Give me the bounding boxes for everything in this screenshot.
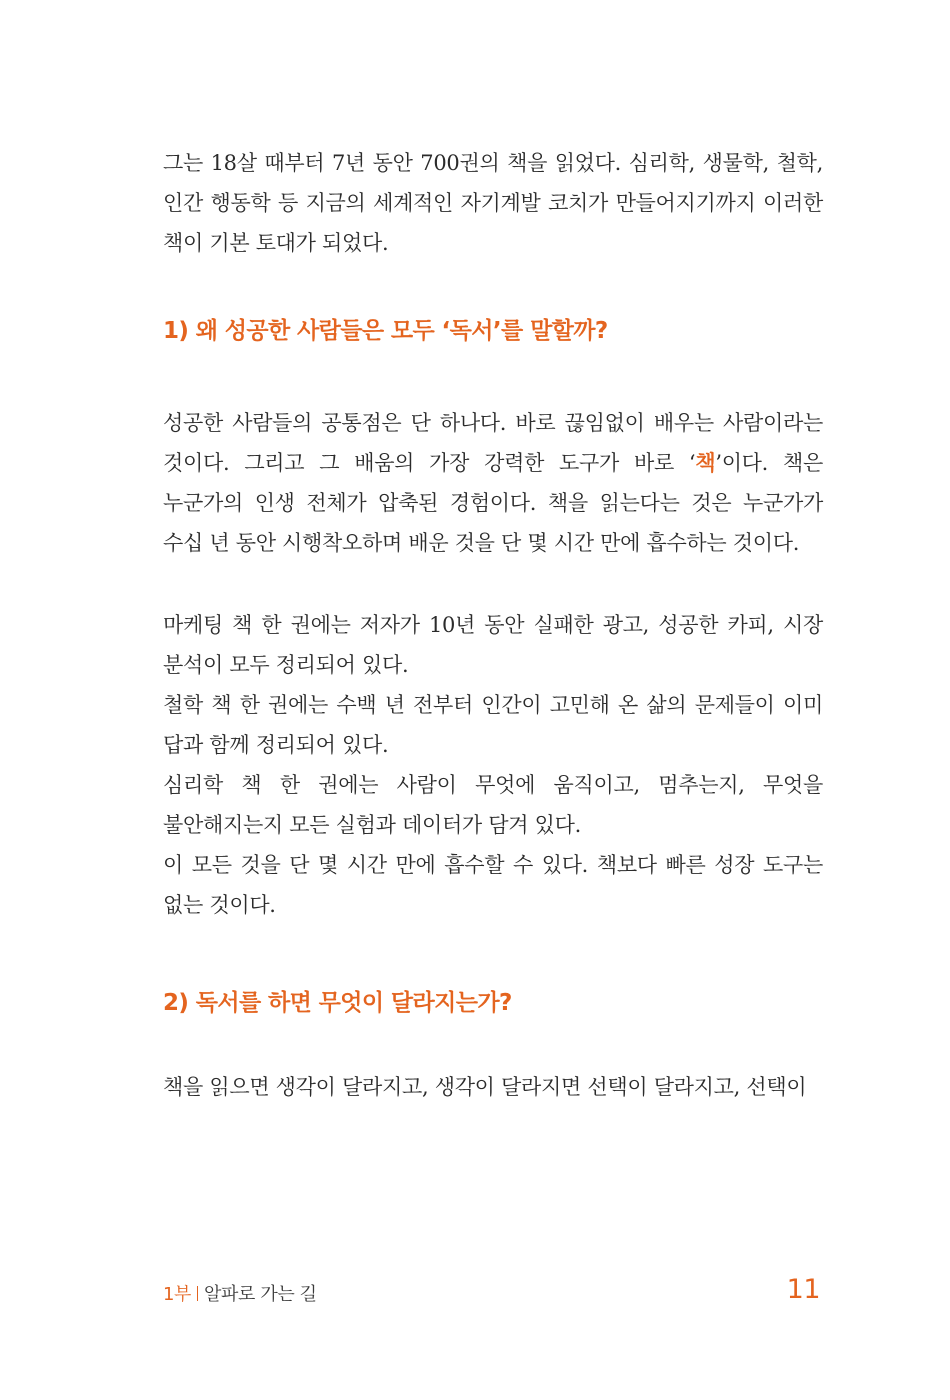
section-1-heading: 1) 왜 성공한 사람들은 모두 ‘독서’를 말할까? [163, 318, 608, 344]
paragraph-text: 성공한 사람들의 공통점은 단 하나다. 바로 끊임없이 배우는 사람이라는 것이다. 그리고 그 배움의 가장 강력한 도구가 바로 ‘ [163, 411, 823, 475]
section-1-paragraph-4: 심리학 책 한 권에는 사람이 무엇에 움직이고, 멈추는지, 무엇을 불안해지는지 모든 실험과 데이터가 담겨 있다. [163, 773, 823, 837]
section-2-paragraph-1: 책을 읽으면 생각이 달라지고, 생각이 달라지면 선택이 달라지고, 선택이 [163, 1075, 807, 1099]
part-label: 1부 [163, 1284, 192, 1305]
page-footer [163, 1272, 820, 1312]
section-1-paragraph-3: 철학 책 한 권에는 수백 년 전부터 인간이 고민해 온 삶의 문제들이 이미 답과 함께 정리되어 있다. [163, 693, 823, 757]
running-footer [163, 1280, 317, 1306]
paragraph-text: ’이다. 책은 누군가의 인생 전체가 압축된 경험이다. 책을 읽는다는 것은 누군가가 수십 년 동안 시행착오하며 배운 것을 단 몇 시간 만에 흡수하는 것이다. [163, 451, 823, 555]
highlighted-word: 책 [695, 450, 716, 475]
page-number: 11 [786, 1274, 820, 1305]
footer-divider [197, 1286, 198, 1301]
section-1-paragraph-2: 마케팅 책 한 권에는 저자가 10년 동안 실패한 광고, 성공한 카피, 시장 분석이 모두 정리되어 있다. [163, 613, 823, 677]
section-2-heading: 2) 독서를 하면 무엇이 달라지는가? [163, 990, 512, 1016]
section-1-paragraph-5: 이 모든 것을 단 몇 시간 만에 흡수할 수 있다. 책보다 빠른 성장 도구는 없는 것이다. [163, 853, 823, 917]
intro-paragraph: 그는 18살 때부터 7년 동안 700권의 책을 읽었다. 심리학, 생물학, 철학, 인간 행동학 등 지금의 세계적인 자기계발 코치가 만들어지기까지 이러한 책이 기본 토대가 되었다. [163, 151, 823, 255]
page-content [163, 143, 823, 1107]
chapter-title: 알파로 가는 길 [204, 1284, 317, 1305]
section-1-paragraph-1 [163, 403, 823, 563]
